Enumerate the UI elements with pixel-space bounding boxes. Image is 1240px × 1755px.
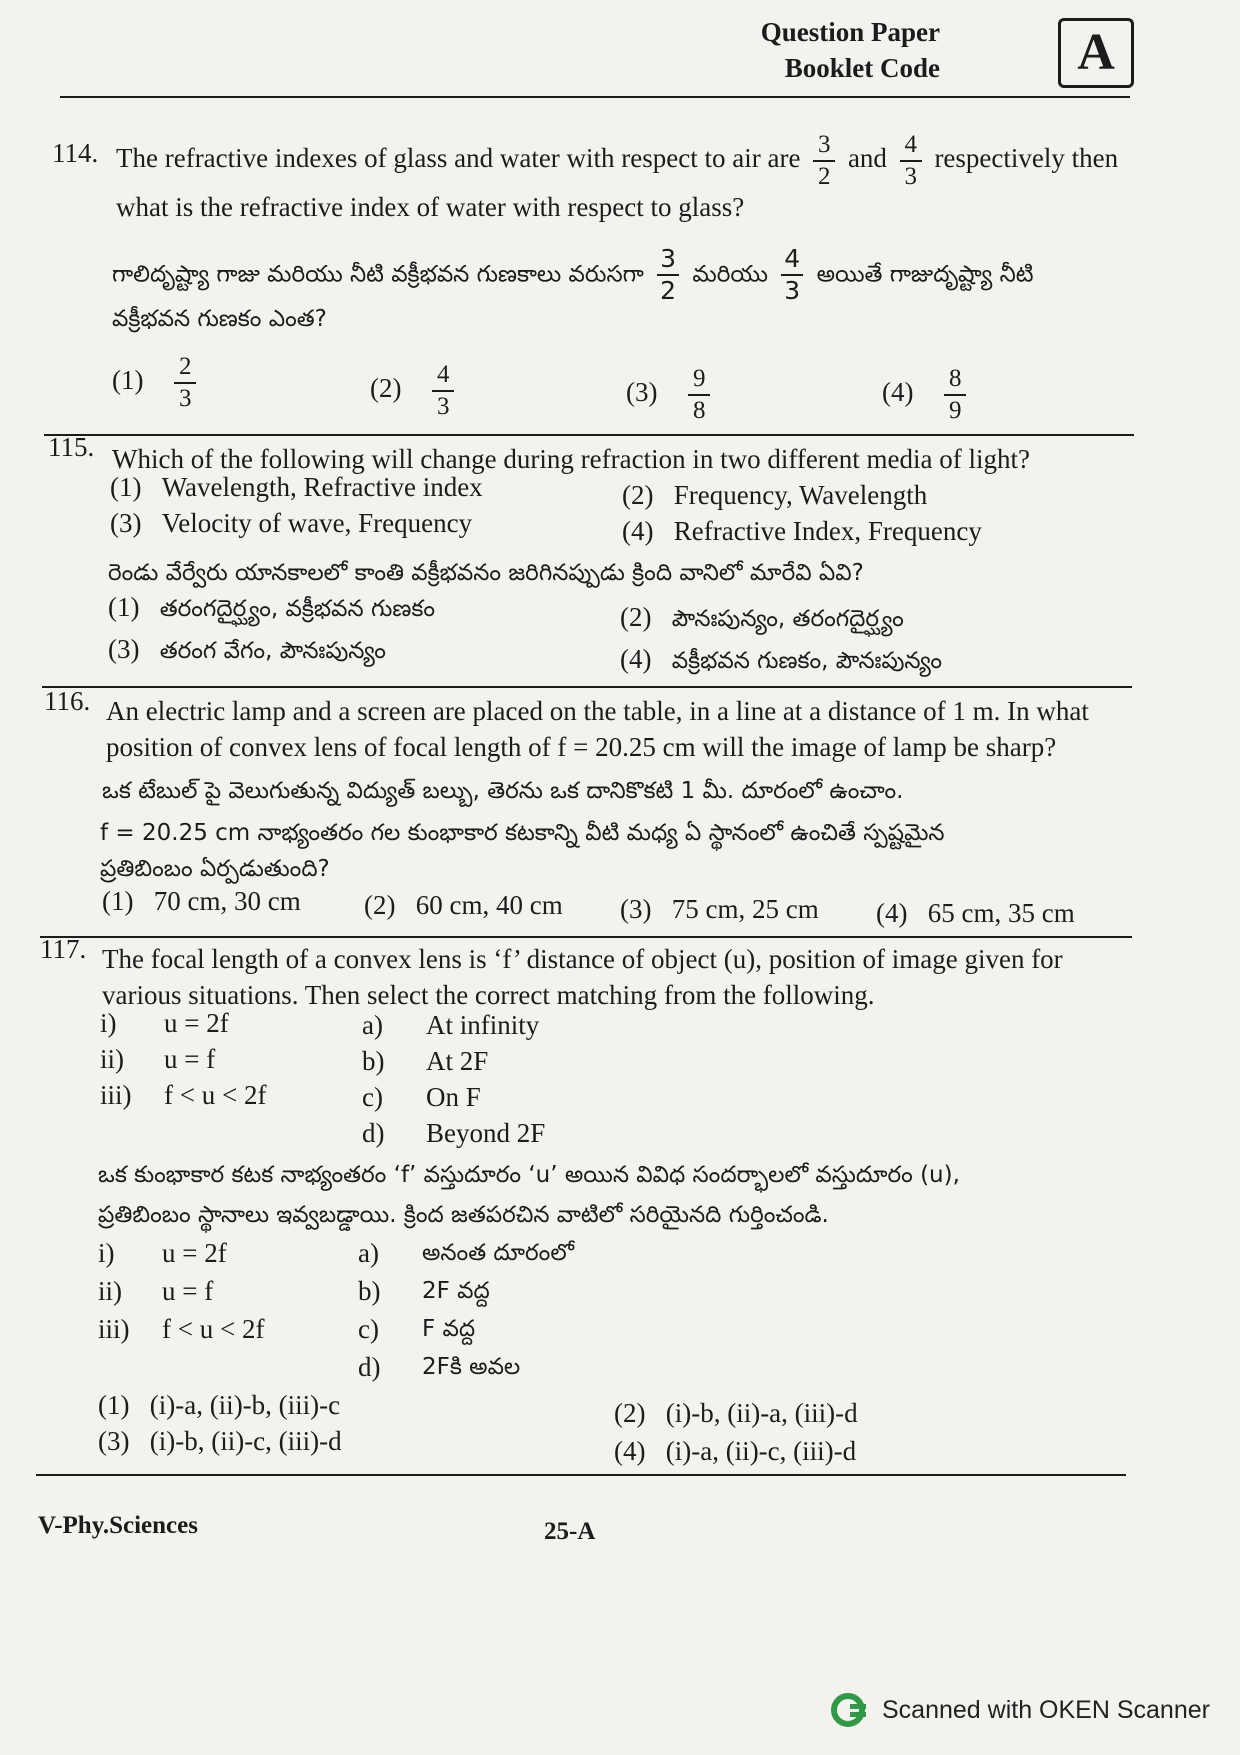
question-number-115: 115. (48, 432, 95, 462)
q115-english-question: Which of the following will change during refraction in two different media of light? (112, 444, 1030, 474)
question-number-116: 116. (44, 686, 91, 716)
q117-en-left-item-1: i) u = 2f (100, 1008, 229, 1038)
q114-english-line2: what is the refractive index of water with respect to glass? (116, 192, 745, 222)
q116-telugu-line3: ప్రతిబింబం ఏర్పడుతుంది? (100, 856, 330, 882)
q117-en-right-item-b: b) At 2F (362, 1046, 489, 1076)
q117-telugu-line1: ఒక కుంభాకార కటక నాభ్యంతరం ‘f’ వస్తుదూరం ‘u’ అయిన వివిధ సందర్భాలలో వస్తుదూరం (u), (98, 1162, 960, 1188)
q115-en-option-4[interactable]: (4) Refractive Index, Frequency (622, 516, 982, 546)
q114-te-fraction-glass: $\frac{3}{2}$ (657, 246, 679, 304)
q115-telugu-question: రెండు వేర్వేరు యానకాలలో కాంతి వక్రీభవనం జరిగినప్పుడు క్రింది వానిలో మారేవి ఏవి? (108, 560, 864, 586)
q117-option-1[interactable]: (1) (i)-a, (ii)-b, (iii)-c (98, 1390, 341, 1420)
booklet-label-line2: Booklet Code (784, 53, 940, 83)
q116-divider (40, 936, 1132, 938)
q114-fraction-water: $\frac{4}{3}$ (900, 132, 922, 190)
q117-te-left-item-3: iii) f < u < 2f (98, 1314, 265, 1344)
q114-option-3[interactable]: (3) $\frac{9}{8}$ (626, 366, 716, 424)
q117-en-right-item-c: c) On F (362, 1082, 481, 1112)
scanner-text: Scanned with OKEN Scanner (882, 1695, 1210, 1724)
q117-te-right-item-c: c) F వద్ద (358, 1314, 476, 1344)
booklet-label-line1: Question Paper (760, 17, 940, 47)
scanner-watermark (830, 1690, 1210, 1730)
q116-english-line1: An electric lamp and a screen are placed on the table, in a line at a distance of 1 m. In what (106, 696, 1089, 726)
q115-te-option-4[interactable]: (4) వక్రీభవన గుణకం, పౌనఃపున్యం (620, 644, 942, 674)
booklet-code-box: A (1058, 18, 1134, 88)
oken-scanner-icon (830, 1690, 870, 1730)
q117-option-2[interactable]: (2) (i)-b, (ii)-a, (iii)-d (614, 1398, 858, 1428)
q117-telugu-line2: ప్రతిబింబం స్థానాలు ఇవ్వబడ్డాయి. క్రింద జతపరచిన వాటిలో సరియైనది గుర్తించండి. (98, 1202, 829, 1228)
q115-en-option-2[interactable]: (2) Frequency, Wavelength (622, 480, 928, 510)
header-divider (60, 96, 1130, 98)
q117-option-3[interactable]: (3) (i)-b, (ii)-c, (iii)-d (98, 1426, 342, 1456)
q115-te-option-1[interactable]: (1) తరంగదైర్ఘ్యం, వక్రీభవన గుణకం (108, 592, 435, 622)
question-number-114: 114. (52, 138, 99, 168)
q114-text-pre: The refractive indexes of glass and water with respect to air are (116, 143, 801, 174)
q117-english-line2: various situations. Then select the correct matching from the following. (102, 980, 875, 1010)
q114-te-fraction-water: $\frac{4}{3}$ (781, 246, 803, 304)
q117-en-left-item-3: iii) f < u < 2f (100, 1080, 267, 1110)
q114-divider (44, 434, 1134, 436)
q117-te-left-item-2: ii) u = f (98, 1276, 214, 1306)
q116-english-line2: position of convex lens of focal length of f = 20.25 cm will the image of lamp be sharp? (106, 732, 1057, 762)
q116-telugu-line2: f = 20.25 cm నాభ్యంతరం గల కుంభాకార కటకాన్ని వీటి మధ్య ఏ స్థానంలో ఉంచితే స్పష్టమైన (100, 820, 945, 846)
q114-text-and: and (847, 143, 887, 174)
q114-telugu-line2: వక్రీభవన గుణకం ఎంత? (112, 306, 327, 332)
q117-english-line1: The focal length of a convex lens is ‘f’ distance of object (u), position of image given for (102, 944, 1063, 974)
q115-divider (42, 686, 1132, 688)
q117-en-left-item-2: ii) u = f (100, 1044, 216, 1074)
footer-page-number: 25-A (544, 1518, 596, 1545)
booklet-code-label (680, 14, 940, 86)
q117-te-right-item-d: d) 2Fకి అవల (358, 1352, 521, 1382)
q114-telugu-line1: గాలిదృష్ట్యా గాజు మరియు నీటి వక్రీభవన గుణకాలు వరుసగా $\frac{3}{2}$ మరియు $\frac{4}{3}$ అయితే గాజుదృష్ట్యా నీటి (112, 244, 1034, 305)
q114-option-4[interactable]: (4) $\frac{8}{9}$ (882, 366, 972, 424)
q114-english-line1 (116, 132, 1136, 190)
footer-subject: V-Phy.Sciences (38, 1512, 198, 1539)
q116-option-2[interactable]: (2) 60 cm, 40 cm (364, 890, 563, 920)
q115-en-option-1[interactable]: (1) Wavelength, Refractive index (110, 472, 483, 502)
q115-te-option-2[interactable]: (2) పౌనఃపున్యం, తరంగదైర్ఘ్యం (620, 602, 904, 632)
q117-te-left-item-1: i) u = 2f (98, 1238, 227, 1268)
q116-telugu-line1: ఒక టేబుల్ పై వెలుగుతున్న విద్యుత్ బల్బు, తెరను ఒక దానికొకటి 1 మీ. దూరంలో ఉంచాం. (102, 778, 904, 804)
q117-te-right-item-b: b) 2F వద్ద (358, 1276, 490, 1306)
q114-fraction-glass: $\frac{3}{2}$ (813, 132, 835, 190)
q115-en-option-3[interactable]: (3) Velocity of wave, Frequency (110, 508, 473, 538)
q117-divider (36, 1474, 1126, 1476)
q116-option-1[interactable]: (1) 70 cm, 30 cm (102, 886, 301, 916)
q117-en-right-item-d: d) Beyond 2F (362, 1118, 546, 1148)
q114-option-2[interactable]: (2) $\frac{4}{3}$ (370, 362, 460, 420)
q117-te-right-item-a: a) అనంత దూరంలో (358, 1238, 574, 1268)
q114-text-post: respectively then (934, 143, 1119, 174)
question-number-117: 117. (40, 934, 87, 964)
q116-option-4[interactable]: (4) 65 cm, 35 cm (876, 898, 1075, 928)
q117-option-4[interactable]: (4) (i)-a, (ii)-c, (iii)-d (614, 1436, 857, 1466)
q116-option-3[interactable]: (3) 75 cm, 25 cm (620, 894, 819, 924)
q117-en-right-item-a: a) At infinity (362, 1010, 540, 1040)
q114-option-1[interactable]: (1) $\frac{2}{3}$ (112, 354, 202, 412)
q115-te-option-3[interactable]: (3) తరంగ వేగం, పౌనఃపున్యం (108, 634, 386, 664)
